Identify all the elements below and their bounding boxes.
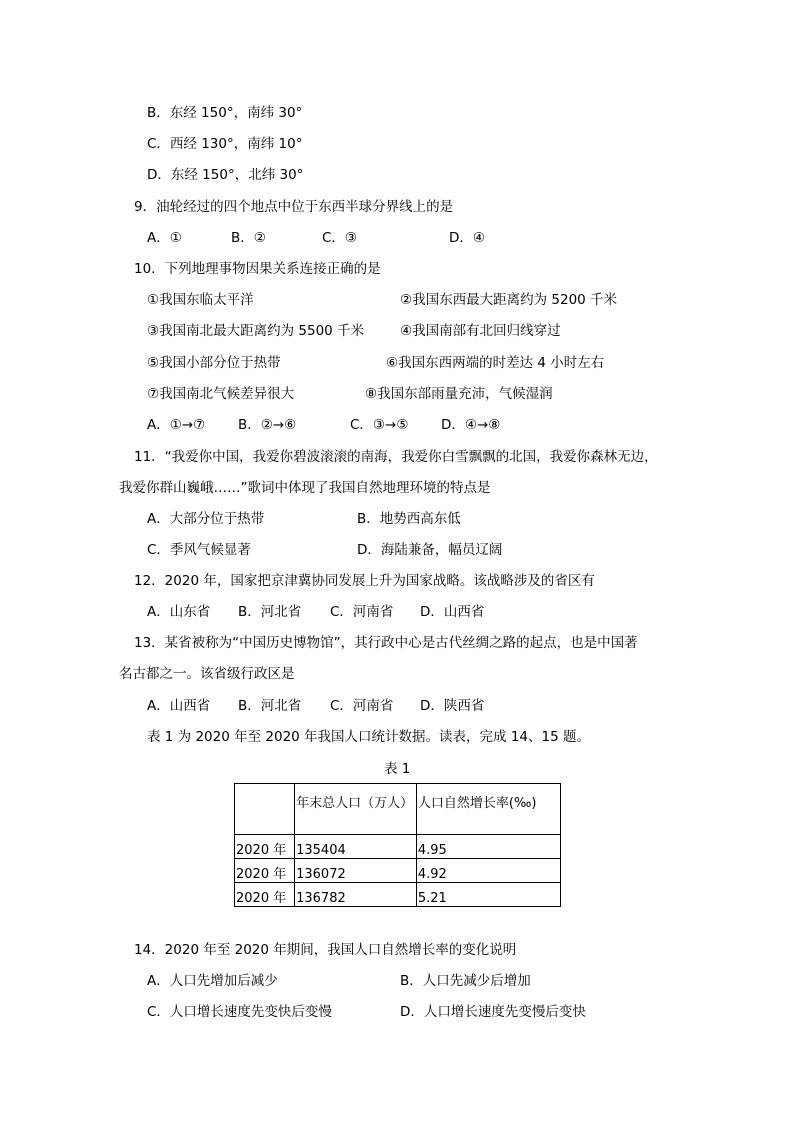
q8-option-d: D．东经 150°，北纬 30°: [147, 167, 304, 183]
table-header-cell: [235, 784, 295, 835]
q10-item-3: ③我国南北最大距离约为 5500 千米: [147, 323, 365, 339]
q13-stem-line2: 名古都之一。该省级行政区是: [119, 666, 295, 682]
table-header-row: [235, 784, 561, 835]
q10-option-b: B．②→⑥: [238, 417, 297, 433]
table-header-cell: 年末总人口（万人）: [295, 784, 417, 835]
q13-option-a: A．山西省: [147, 698, 211, 714]
table-intro: 表 1 为 2020 年至 2020 年我国人口统计数据。读表，完成 14、15 题。: [147, 729, 590, 745]
q11-stem-line2: 我爱你群山巍峨……”歌词中体现了我国自然地理环境的特点是: [119, 480, 491, 496]
q13-option-b: B．河北省: [238, 698, 302, 714]
q14-option-c: C．人口增长速度先变快后变慢: [147, 1004, 332, 1020]
q10-option-a: A．①→⑦: [147, 417, 206, 433]
q12-option-b: B．河北省: [238, 604, 302, 620]
q14-option-d: D．人口增长速度先变慢后变快: [400, 1004, 586, 1020]
q9-option-c: C．③: [322, 230, 358, 246]
q10-stem: 10．下列地理事物因果关系连接正确的是: [134, 261, 381, 277]
table-cell: 2020 年: [235, 883, 295, 907]
q9-stem: 9．油轮经过的四个地点中位于东西半球分界线上的是: [134, 199, 454, 215]
table-row: [235, 835, 561, 859]
q8-option-b: B．东经 150°，南纬 30°: [147, 105, 303, 121]
q10-item-5: ⑤我国小部分位于热带: [147, 355, 281, 371]
q11-option-d: D．海陆兼备，幅员辽阔: [357, 542, 503, 558]
table-cell: 4.92: [416, 859, 560, 883]
table-row: [235, 859, 561, 883]
q12-option-d: D．山西省: [420, 604, 485, 620]
q10-item-7: ⑦我国南北气候差异很大: [147, 386, 295, 402]
q10-item-8: ⑧我国东部雨量充沛，气候湿润: [365, 386, 553, 402]
table-cell: 4.95: [416, 835, 560, 859]
q12-option-c: C．河南省: [330, 604, 394, 620]
table-cell: 5.21: [416, 883, 560, 907]
q14-option-b: B．人口先减少后增加: [400, 973, 531, 989]
q11-option-a: A．大部分位于热带: [147, 511, 265, 527]
table-cell: 136072: [295, 859, 417, 883]
population-table: [234, 783, 561, 907]
q12-option-a: A．山东省: [147, 604, 211, 620]
q13-option-c: C．河南省: [330, 698, 394, 714]
q10-item-1: ①我国东临太平洋: [147, 292, 254, 308]
q9-option-b: B．②: [231, 230, 266, 246]
q11-option-b: B．地势西高东低: [357, 511, 461, 527]
q8-option-c: C．西经 130°，南纬 10°: [147, 136, 303, 152]
q14-stem: 14．2020 年至 2020 年期间，我国人口自然增长率的变化说明: [134, 942, 517, 958]
table-cell: 135404: [295, 835, 417, 859]
table-cell: 2020 年: [235, 835, 295, 859]
q10-item-2: ②我国东西最大距离约为 5200 千米: [400, 292, 618, 308]
q14-option-a: A．人口先增加后减少: [147, 973, 278, 989]
q13-stem-line1: 13．某省被称为“中国历史博物馆”，其行政中心是古代丝绸之路的起点，也是中国著: [134, 635, 638, 651]
q10-item-4: ④我国南部有北回归线穿过: [400, 323, 561, 339]
q11-option-c: C．季风气候显著: [147, 542, 251, 558]
q9-option-a: A．①: [147, 230, 182, 246]
q10-item-6: ⑥我国东西两端的时差达 4 小时左右: [386, 355, 605, 371]
q12-stem: 12．2020 年，国家把京津冀协同发展上升为国家战略。该战略涉及的省区有: [134, 573, 595, 589]
table-caption: 表 1: [384, 761, 411, 777]
q11-stem-line1: 11．“我爱你中国，我爱你碧波滚滚的南海，我爱你白雪飘飘的北国，我爱你森林无边，: [134, 449, 658, 465]
table-row: [235, 883, 561, 907]
q13-option-d: D．陕西省: [420, 698, 485, 714]
table-header-cell: 人口自然增长率(‰): [416, 784, 560, 835]
q9-option-d: D．④: [449, 230, 485, 246]
table-cell: 136782: [295, 883, 417, 907]
q10-option-c: C．③→⑤: [350, 417, 409, 433]
q10-option-d: D．④→⑧: [441, 417, 501, 433]
table-cell: 2020 年: [235, 859, 295, 883]
